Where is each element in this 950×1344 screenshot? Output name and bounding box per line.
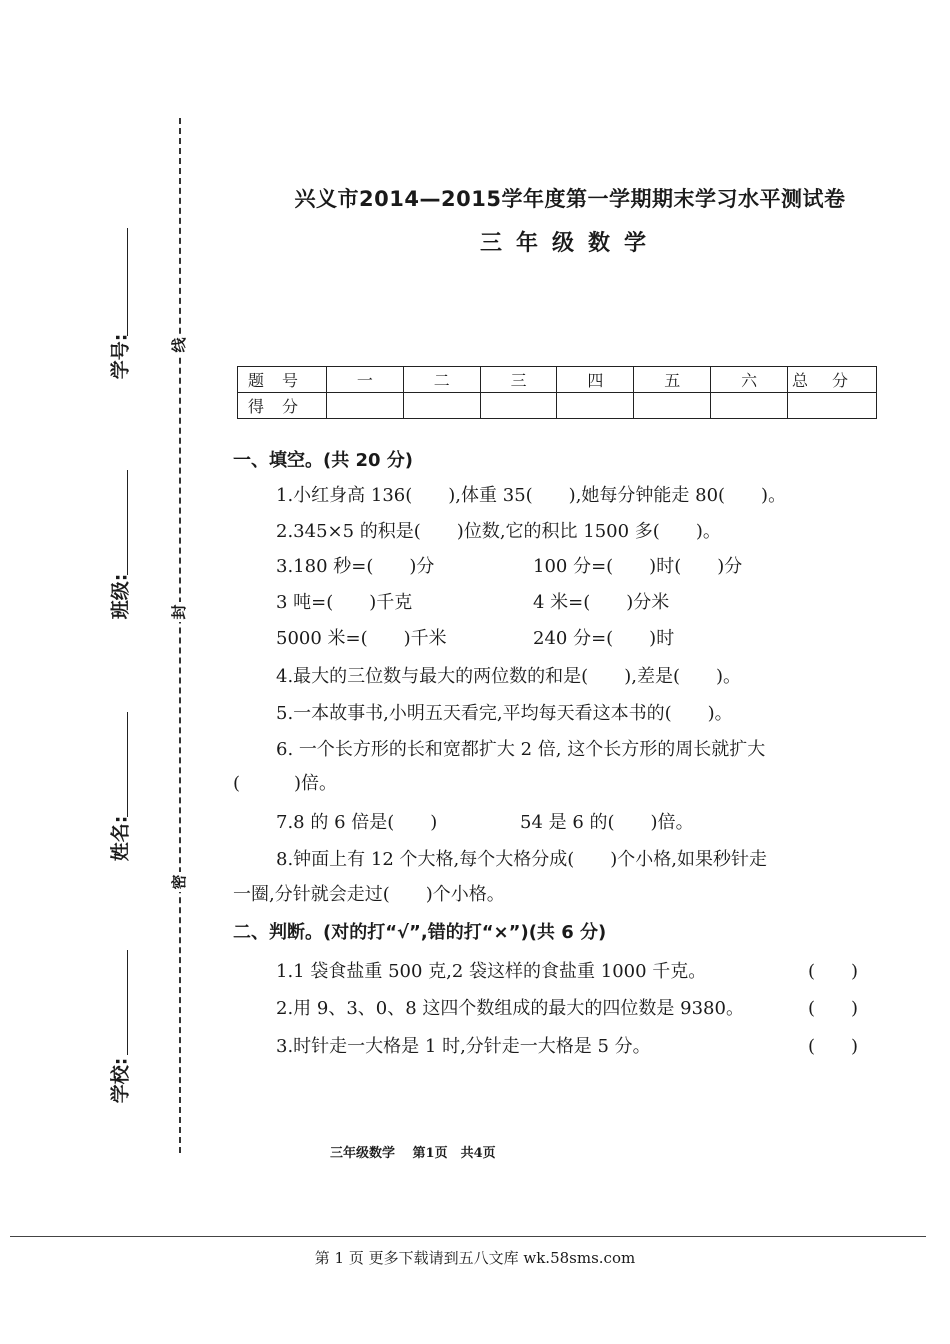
question-6-line2: ( )倍。	[233, 773, 338, 794]
score-cell[interactable]	[634, 393, 711, 419]
name-label: 姓名:	[109, 815, 132, 862]
score-cell[interactable]	[711, 393, 788, 419]
school-blank	[127, 950, 128, 1055]
score-table-header-row	[238, 367, 877, 393]
student-number-label: 学号:	[109, 333, 132, 380]
score-header-cell: 二	[403, 367, 480, 393]
student-number-blank	[127, 228, 128, 336]
question-1: 1.小红身高 136( ),体重 35( ),她每分钟能走 80( )。	[276, 485, 787, 506]
score-cell[interactable]	[327, 393, 404, 419]
score-row-label: 得分	[238, 393, 327, 419]
page-footer: 三年级数学 第1页 共4页	[330, 1146, 496, 1161]
score-header-cell: 四	[557, 367, 634, 393]
question-3f: 240 分=( )时	[533, 628, 675, 649]
score-header-cell: 总分	[788, 367, 877, 393]
score-table-score-row	[238, 393, 877, 419]
section2-heading: 二、判断。(对的打“√”,错的打“×”)(共 6 分)	[233, 922, 607, 943]
score-cell[interactable]	[788, 393, 877, 419]
question-5: 5.一本故事书,小明五天看完,平均每天看这本书的( )。	[276, 703, 733, 724]
question-7a: 7.8 的 6 倍是( )	[276, 812, 438, 833]
question-7b: 54 是 6 的( )倍。	[520, 812, 694, 833]
question-2: 2.345×5 的积是( )位数,它的积比 1500 多( )。	[276, 521, 721, 542]
answer-bracket-3[interactable]: ( )	[808, 1036, 859, 1057]
source-note: 第 1 页 更多下载请到五八文库 wk.58sms.com	[314, 1249, 636, 1267]
seal-mark-line: 线	[168, 335, 192, 355]
question-6-line1: 6. 一个长方形的长和宽都扩大 2 倍, 这个长方形的周长就扩大	[276, 739, 766, 760]
question-3a: 3.180 秒=( )分	[276, 556, 435, 577]
score-cell[interactable]	[480, 393, 557, 419]
name-blank	[127, 712, 128, 817]
answer-bracket-2[interactable]: ( )	[808, 998, 859, 1019]
answer-bracket-1[interactable]: ( )	[808, 961, 859, 982]
question-3d: 4 米=( )分米	[533, 592, 670, 613]
score-header-cell: 题号	[238, 367, 327, 393]
score-header-cell: 三	[480, 367, 557, 393]
question-3e: 5000 米=( )千米	[276, 628, 447, 649]
score-header-cell: 五	[634, 367, 711, 393]
seal-mark-feng: 封	[168, 602, 192, 622]
question-8-line1: 8.钟面上有 12 个大格,每个大格分成( )个小格,如果秒针走	[276, 849, 768, 870]
school-label: 学校:	[109, 1057, 132, 1104]
exam-title: 兴义市2014—2015学年度第一学期期末学习水平测试卷	[294, 187, 846, 211]
judgment-item-1: 1.1 袋食盐重 500 克,2 袋这样的食盐重 1000 千克。	[276, 961, 707, 982]
score-table	[237, 366, 877, 419]
question-4: 4.最大的三位数与最大的两位数的和是( ),差是( )。	[276, 666, 741, 687]
question-8-line2: 一圈,分针就会走过( )个小格。	[233, 884, 505, 905]
score-header-cell: 一	[327, 367, 404, 393]
score-cell[interactable]	[557, 393, 634, 419]
binding-dashed-line	[179, 118, 181, 1153]
exam-subtitle: 三年级数学	[479, 231, 660, 256]
separator-line	[10, 1236, 926, 1237]
score-header-cell: 六	[711, 367, 788, 393]
score-cell[interactable]	[403, 393, 480, 419]
class-label: 班级:	[109, 573, 132, 620]
judgment-item-2: 2.用 9、3、0、8 这四个数组成的最大的四位数是 9380。	[276, 998, 744, 1019]
judgment-item-3: 3.时针走一大格是 1 时,分针走一大格是 5 分。	[276, 1036, 651, 1057]
seal-mark-mi: 密	[168, 872, 192, 892]
section1-heading: 一、填空。(共 20 分)	[233, 450, 414, 471]
question-3c: 3 吨=( )千克	[276, 592, 413, 613]
class-blank	[127, 470, 128, 575]
question-3b: 100 分=( )时( )分	[533, 556, 743, 577]
